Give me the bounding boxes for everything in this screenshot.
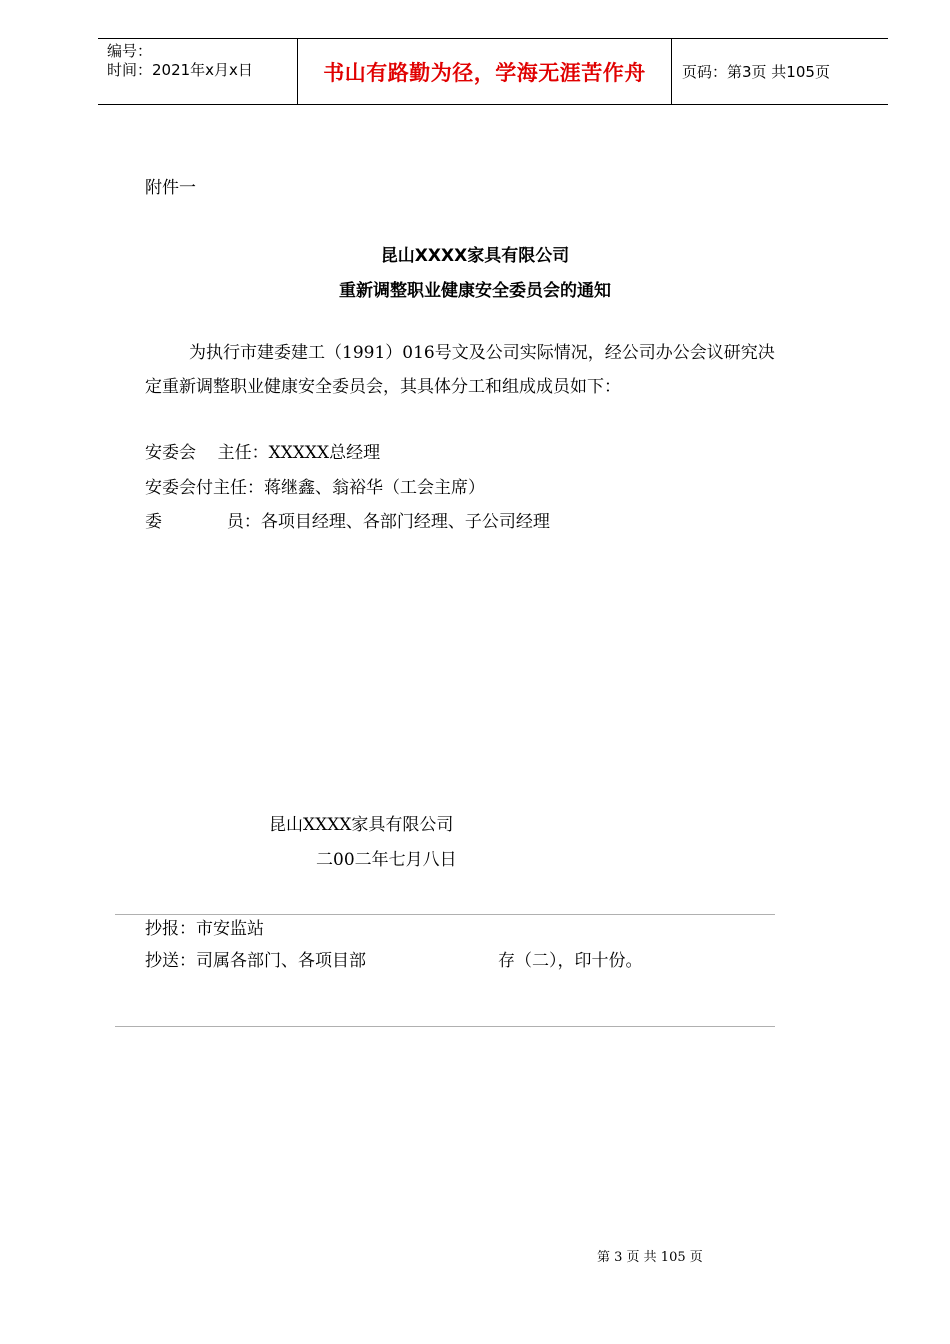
member-role: 安委会付主任： <box>145 478 264 498</box>
body-line-1: 为执行市建委建工（1991）016号文及公司实际情况，经公司办公会议研究决 <box>189 343 775 363</box>
header-time: 时间：2021年x月x日 <box>107 61 253 79</box>
member-role: 委 员： <box>145 512 261 532</box>
title-company: 昆山XXXX家具有限公司 <box>380 246 570 266</box>
divider-bottom <box>115 1026 775 1027</box>
storage-note: 存（二），印十份。 <box>498 951 643 971</box>
footer-page-number: 第 3 页 共 105 页 <box>597 1250 703 1265</box>
divider-top <box>115 914 775 915</box>
header-meta <box>98 39 298 104</box>
member-row-members <box>145 511 550 533</box>
member-name: 各项目经理、各部门经理、子公司经理 <box>260 512 550 532</box>
member-name: 蒋继鑫、翁裕华（工会主席） <box>264 478 485 498</box>
copy-to: 抄送：司属各部门、各项目部 <box>145 951 366 971</box>
attachment-label: 附件一 <box>145 178 196 198</box>
signature-company: 昆山XXXX家具有限公司 <box>269 815 454 835</box>
header-motto: 书山有路勤为径，学海无涯苦作舟 <box>298 39 672 104</box>
header-page-number: 页码：第3页 共105页 <box>682 63 830 81</box>
title-subject: 重新调整职业健康安全委员会的通知 <box>339 281 611 301</box>
member-role: 安委会 主任： <box>145 443 269 463</box>
body-line-2: 定重新调整职业健康安全委员会，其具体分工和组成成员如下： <box>145 377 621 397</box>
member-name: XXXXX总经理 <box>268 443 381 463</box>
report-to: 抄报：市安监站 <box>145 919 264 939</box>
page-header <box>98 38 888 105</box>
member-row-deputy <box>145 477 485 499</box>
signature-date: 二00二年七月八日 <box>316 850 457 870</box>
member-row-director <box>145 442 380 464</box>
header-number: 编号： <box>107 42 153 60</box>
